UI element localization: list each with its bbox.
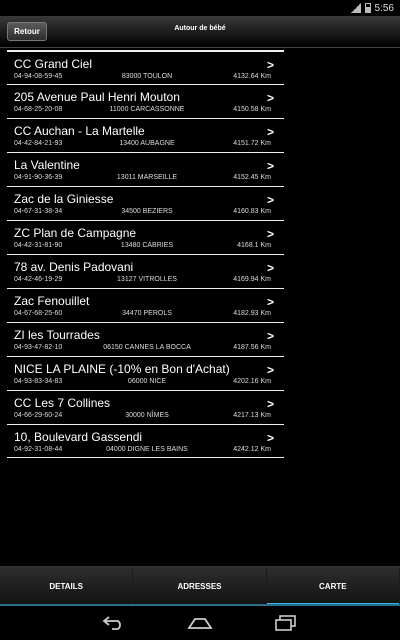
item-distance: 4182.93 Km <box>233 310 271 317</box>
list-item[interactable] <box>7 118 284 152</box>
item-phone: 04-67-68-25-60 <box>14 310 63 317</box>
list-item[interactable] <box>7 322 284 356</box>
system-nav-bar <box>0 606 400 640</box>
clock: 5:56 <box>374 2 394 14</box>
list-item[interactable] <box>7 84 284 118</box>
item-city: 06150 CANNES LA BOCCA <box>103 344 191 351</box>
list-item[interactable] <box>7 390 284 424</box>
item-distance: 4242.12 Km <box>233 446 271 453</box>
item-name: 78 av. Denis Padovani <box>14 260 134 274</box>
item-phone: 04-92-31-08-44 <box>14 446 63 453</box>
list-item[interactable] <box>7 254 284 288</box>
item-name: 10, Boulevard Gassendi <box>14 430 143 444</box>
item-distance: 4217.13 Km <box>233 412 271 419</box>
tab-bar <box>0 566 400 606</box>
item-name: La Valentine <box>14 158 80 172</box>
item-distance: 4132.64 Km <box>233 73 271 80</box>
item-phone: 04-42-84-21-93 <box>14 140 63 147</box>
signal-icon <box>351 3 361 13</box>
item-phone: 04-93-83-34-83 <box>14 378 63 385</box>
list-item[interactable] <box>7 424 284 458</box>
list-item[interactable] <box>7 152 284 186</box>
item-name: CC Grand Ciel <box>14 57 93 71</box>
item-name: CC Auchan - La Martelle <box>14 124 145 138</box>
item-phone: 04-94-08-59-45 <box>14 73 63 80</box>
list-item[interactable] <box>7 186 284 220</box>
item-city: 34500 BEZIERS <box>121 208 173 215</box>
item-phone: 04-67-31-38-34 <box>14 208 63 215</box>
item-distance: 4169.94 Km <box>233 276 271 283</box>
item-distance: 4152.45 Km <box>233 174 271 181</box>
item-distance: 4150.58 Km <box>233 106 271 113</box>
item-city: 11000 CARCASSONNE <box>109 106 185 113</box>
item-distance: 4202.16 Km <box>233 378 271 385</box>
recent-apps-nav-button[interactable] <box>273 614 299 632</box>
item-city: 04000 DIGNE LES BAINS <box>106 446 188 453</box>
chevron-right-icon: > <box>266 125 274 139</box>
item-phone: 04-93-47-82-10 <box>14 344 63 351</box>
item-city: 13011 MARSEILLE <box>116 174 178 181</box>
battery-icon <box>365 3 371 13</box>
item-distance: 4160.83 Km <box>233 208 271 215</box>
tab-details[interactable]: DETAILS <box>0 567 133 606</box>
item-name: Zac Fenouillet <box>14 294 90 308</box>
list-item[interactable] <box>7 356 284 390</box>
back-arrow-icon <box>102 615 126 631</box>
item-name: ZI les Tourrades <box>14 328 100 342</box>
chevron-right-icon: > <box>266 295 274 309</box>
list-item[interactable] <box>7 50 284 84</box>
chevron-right-icon: > <box>266 91 274 105</box>
item-city: 30000 NÎMES <box>125 412 169 419</box>
address-list <box>7 50 284 458</box>
home-nav-button[interactable] <box>187 614 213 632</box>
item-name: NICE LA PLAINE (-10% en Bon d'Achat) <box>14 362 230 376</box>
item-phone: 04-68-25-20-08 <box>14 106 63 113</box>
recent-apps-icon <box>274 615 298 631</box>
back-button[interactable]: Retour <box>7 22 47 41</box>
item-name: ZC Plan de Campagne <box>14 226 137 240</box>
item-phone: 04-42-31-81-90 <box>14 242 63 249</box>
item-distance: 4151.72 Km <box>233 140 271 147</box>
item-name: 205 Avenue Paul Henri Mouton <box>14 90 180 104</box>
item-distance: 4168.1 Km <box>237 242 271 249</box>
item-city: 06000 NICE <box>127 378 167 385</box>
home-icon <box>187 616 213 630</box>
chevron-right-icon: > <box>266 227 274 241</box>
chevron-right-icon: > <box>266 193 274 207</box>
item-city: 13400 AUBAGNE <box>119 140 175 147</box>
status-bar <box>0 0 400 16</box>
item-distance: 4187.56 Km <box>233 344 271 351</box>
item-phone: 04-42-46-19-29 <box>14 276 63 283</box>
chevron-right-icon: > <box>266 397 274 411</box>
item-city: 83000 TOULON <box>121 73 173 80</box>
item-city: 13480 CABRIES <box>120 242 174 249</box>
action-bar <box>0 16 400 48</box>
chevron-right-icon: > <box>266 363 274 377</box>
item-name: CC Les 7 Collines <box>14 396 111 410</box>
tab-adresses[interactable]: ADRESSES <box>133 567 266 606</box>
item-phone: 04-91-90-36-39 <box>14 174 63 181</box>
item-city: 34470 PEROLS <box>122 310 172 317</box>
chevron-right-icon: > <box>266 58 274 72</box>
list-item[interactable] <box>7 288 284 322</box>
chevron-right-icon: > <box>266 159 274 173</box>
chevron-right-icon: > <box>266 431 274 445</box>
chevron-right-icon: > <box>266 329 274 343</box>
tab-carte[interactable]: CARTE <box>267 567 400 606</box>
back-nav-button[interactable] <box>101 614 127 632</box>
list-item[interactable] <box>7 220 284 254</box>
chevron-right-icon: > <box>266 261 274 275</box>
item-name: Zac de la Giniesse <box>14 192 114 206</box>
page-title: Autour de bébé <box>174 25 226 32</box>
item-phone: 04-66-29-60-24 <box>14 412 63 419</box>
item-city: 13127 VITROLLES <box>117 276 177 283</box>
